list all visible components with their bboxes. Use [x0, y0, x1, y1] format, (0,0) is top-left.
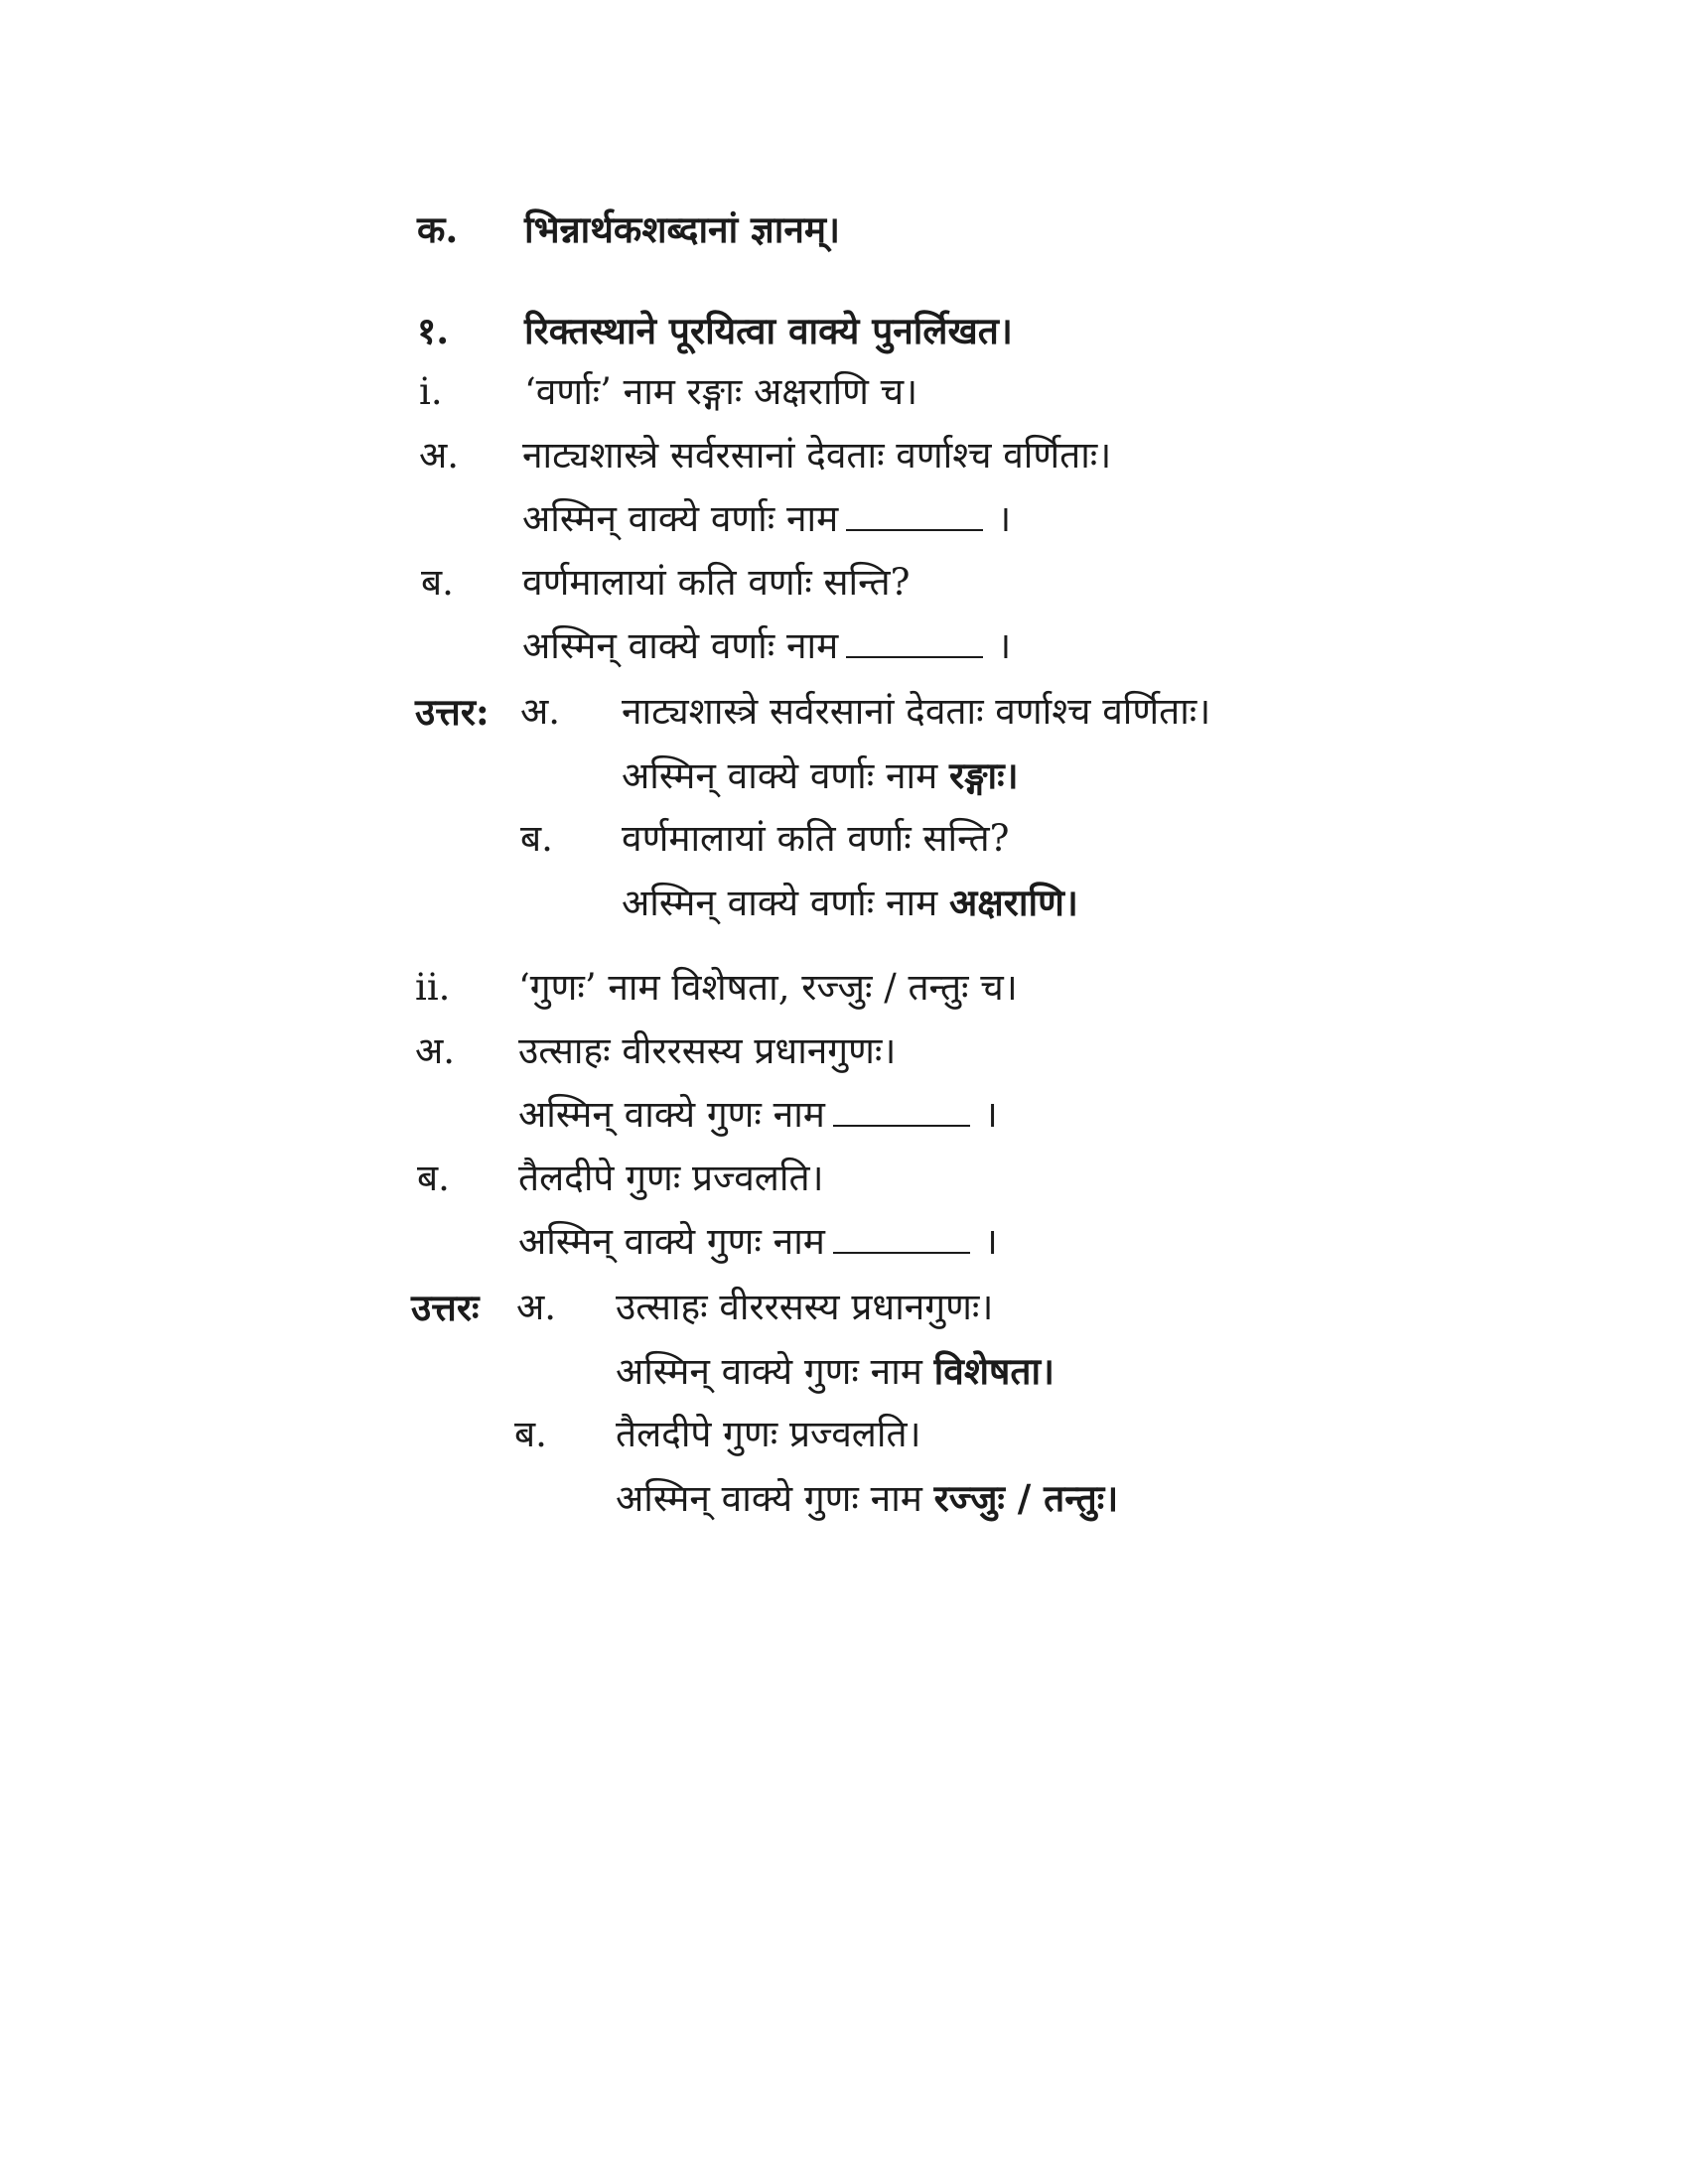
question-number: १. — [417, 309, 450, 352]
part1-qa-prompt-line — [522, 496, 1011, 542]
part2-answer-label: उत्तरः — [411, 1286, 480, 1329]
part2-qb-sentence: तैलदीपे गुणः प्रज्वलति। — [518, 1157, 824, 1199]
part2-ans-a-answer: विशेषता। — [933, 1349, 1055, 1393]
part1-qb-marker: ब. — [421, 561, 454, 604]
part2-ans-b-sentence: तैलदीपे गुणः प्रज्वलति। — [616, 1413, 921, 1455]
part2-qb-blank[interactable] — [833, 1222, 970, 1254]
part2-ans-b-prompt: अस्मिन् वाक्ये गुणः नाम — [616, 1477, 922, 1520]
part1-answer-label: उत्तर: — [415, 690, 490, 734]
part1-ans-b-line — [622, 880, 1078, 926]
part2-qb-prompt-line — [518, 1219, 998, 1265]
part1-ans-a-sentence: नाट्यशास्त्रे सर्वरसानां देवताः वर्णाश्च वर्णिताः। — [622, 690, 1211, 733]
part1-ans-a-line — [622, 752, 1019, 799]
part1-qb-prompt: अस्मिन् वाक्ये वर्णाः नाम — [522, 624, 839, 667]
part2-ans-b-answer: रज्जुः / तन्तुः। — [933, 1476, 1119, 1520]
part1-ans-a-prompt: अस्मिन् वाक्ये वर्णाः नाम — [622, 754, 938, 797]
part1-qb-end: । — [997, 624, 1012, 667]
part2-heading: ‘गुणः’ नाम विशेषता, रज्जुः / तन्तुः च। — [518, 966, 1018, 1009]
section-title: भिन्नार्थकशब्दानां ज्ञानम्। — [524, 207, 841, 251]
part2-qa-prompt: अस्मिन् वाक्ये गुणः नाम — [518, 1093, 825, 1136]
part2-ans-a-sentence: उत्साहः वीररसस्य प्रधानगुणः। — [616, 1286, 994, 1328]
part2-ans-b-line — [616, 1475, 1118, 1522]
part2-qa-sentence: उत्साहः वीररसस्य प्रधानगुणः। — [518, 1029, 897, 1072]
part1-qa-blank[interactable] — [846, 499, 983, 531]
part1-qb-prompt-line — [522, 623, 1011, 669]
part1-qb-blank[interactable] — [846, 626, 983, 658]
part1-qa-prompt: अस्मिन् वाक्ये वर्णाः नाम — [522, 497, 839, 540]
part1-qa-sentence: नाट्यशास्त्रे सर्वरसानां देवताः वर्णाश्च वर्णिताः। — [522, 434, 1112, 477]
part2-ans-a-marker: अ. — [516, 1286, 557, 1328]
part2-marker: ii. — [415, 966, 451, 1009]
part1-qb-sentence: वर्णमालायां कति वर्णाः सन्ति? — [522, 561, 911, 604]
part2-qa-marker: अ. — [415, 1029, 456, 1072]
part2-ans-b-marker: ब. — [514, 1413, 547, 1455]
part1-heading: ‘वर्णाः’ नाम रङ्गाः अक्षराणि च। — [524, 370, 918, 413]
part1-ans-b-prompt: अस्मिन् वाक्ये वर्णाः नाम — [622, 882, 938, 924]
part1-ans-b-answer: अक्षराणि। — [949, 881, 1078, 924]
part2-qb-end: । — [983, 1220, 998, 1263]
part1-marker: i. — [419, 370, 443, 413]
section-marker: क. — [417, 207, 459, 251]
part2-qb-marker: ब. — [417, 1157, 450, 1199]
part2-qb-prompt: अस्मिन् वाक्ये गुणः नाम — [518, 1220, 825, 1263]
part1-ans-b-marker: ब. — [520, 817, 553, 860]
part1-ans-b-sentence: वर्णमालायां कति वर्णाः सन्ति? — [622, 817, 1010, 860]
part1-qa-end: । — [997, 497, 1012, 540]
question-instruction: रिक्तस्थाने पूरयित्वा वाक्ये पुनर्लिखत। — [524, 309, 1013, 352]
part1-ans-a-marker: अ. — [520, 690, 561, 733]
part2-ans-a-line — [616, 1348, 1055, 1395]
part2-qa-prompt-line — [518, 1092, 998, 1138]
part2-qa-end: । — [983, 1093, 998, 1136]
part1-qa-marker: अ. — [419, 434, 460, 477]
part1-ans-a-answer: रङ्गाः। — [949, 753, 1019, 797]
part2-ans-a-prompt: अस्मिन् वाक्ये गुणः नाम — [616, 1350, 922, 1393]
part2-qa-blank[interactable] — [833, 1095, 970, 1127]
